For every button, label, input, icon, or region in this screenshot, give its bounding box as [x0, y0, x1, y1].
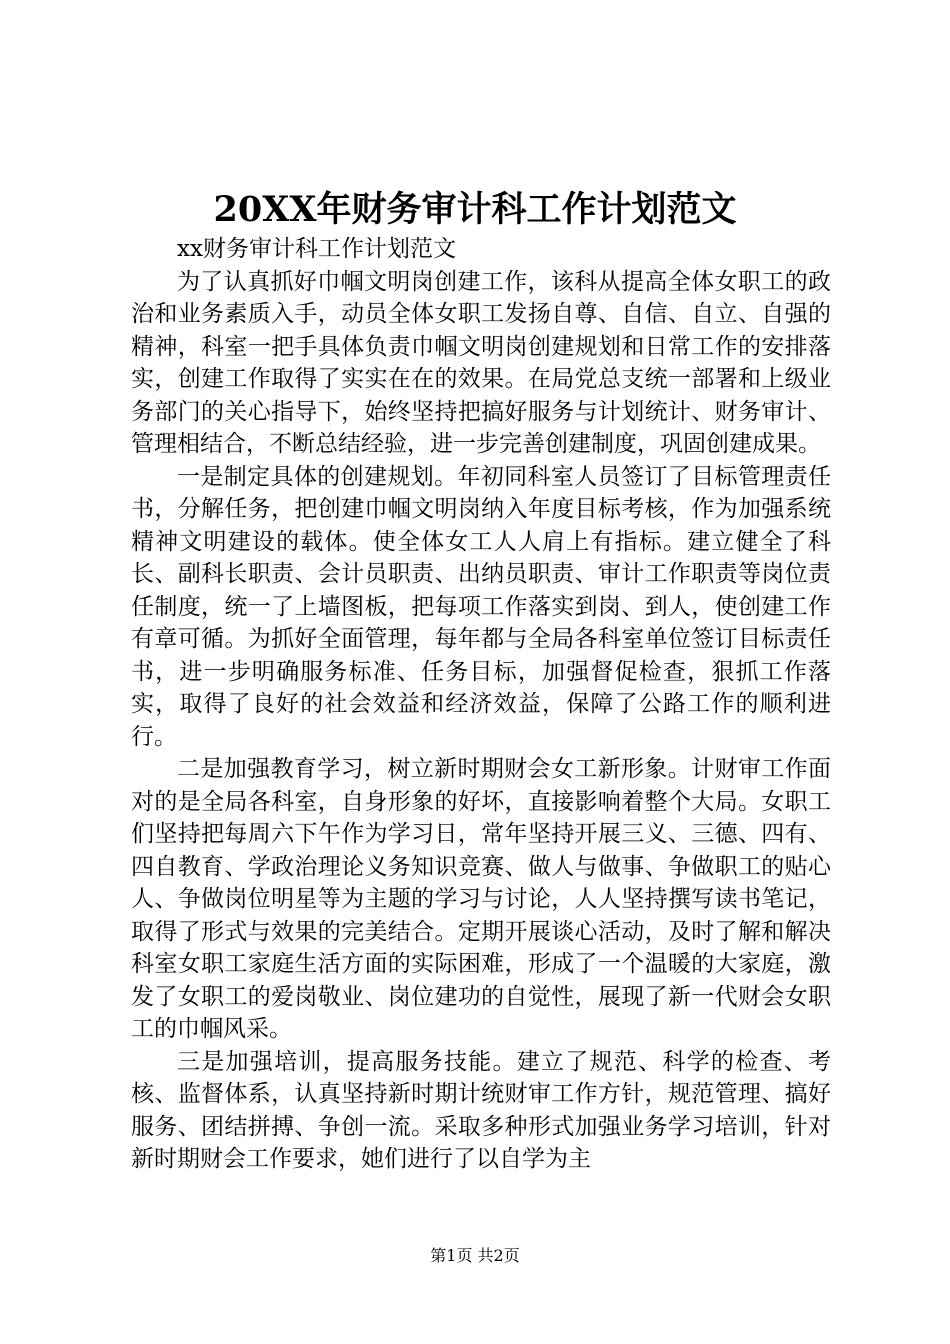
paragraph-point-three: 三是加强培训，提高服务技能。建立了规范、科学的检查、考核、监督体系，认真坚持新时期计统财审工作方针，规范管理、搞好服务、团结拼搏、争创一流。采取多种形式加强业务学习培训，针对新时期财会工作要求，她们进行了以自学为主	[131, 1048, 831, 1172]
paragraph-point-one: 一是制定具体的创建规划。年初同科室人员签订了目标管理责任书，分解任务，把创建巾帼文明岗纳入年度目标考核，作为加强系统精神文明建设的载体。使全体女工人人肩上有指标。建立健全了科长、副科长职责、会计员职责、出纳员职责、审计工作职责等岗位责任制度，统一了上墙图板，把每项工作落实到岗、到人，使创建工作有章可循。为抓好全面管理，每年都与全局各科室单位签订目标责任书，进一步明确服务标准、任务目标，加强督促检查，狠抓工作落实，取得了良好的社会效益和经济效益，保障了公路工作的顺利进行。	[131, 463, 831, 750]
paragraph-intro: 为了认真抓好巾帼文明岗创建工作，该科从提高全体女职工的政治和业务素质入手，动员全体女职工发扬自尊、自信、自立、自强的精神，科室一把手具体负责巾帼文明岗创建规划和日常工作的安排落实，创建工作取得了实实在在的效果。在局党总支统一部署和上级业务部门的关心指导下，始终坚持把搞好服务与计划统计、财务审计、管理相结合，不断总结经验，进一步完善创建制度，巩固创建成果。	[131, 268, 831, 457]
page-footer: 第1页 共2页	[430, 1246, 520, 1265]
document-title: 20XX年财务审计科工作计划范文	[213, 189, 737, 230]
document-body	[131, 233, 831, 1176]
paragraph-subtitle: xx财务审计科工作计划范文	[177, 236, 456, 262]
paragraph-point-two: 二是加强教育学习，树立新时期财会女工新形象。计财审工作面对的是全局各科室，自身形象的好坏，直接影响着整个大局。女职工们坚持把每周六下午作为学习日，常年坚持开展三义、三德、四有、四自教育、学政治理论义务知识竞赛、做人与做事、争做职工的贴心人、争做岗位明星等为主题的学习与讨论，人人坚持撰写读书笔记，取得了形式与效果的完美结合。定期开展谈心活动，及时了解和解决科室女职工家庭生活方面的实际困难，形成了一个温暖的大家庭，激发了女职工的爱岗敬业、岗位建功的自觉性，展现了新一代财会女职工的巾帼风采。	[131, 756, 831, 1042]
